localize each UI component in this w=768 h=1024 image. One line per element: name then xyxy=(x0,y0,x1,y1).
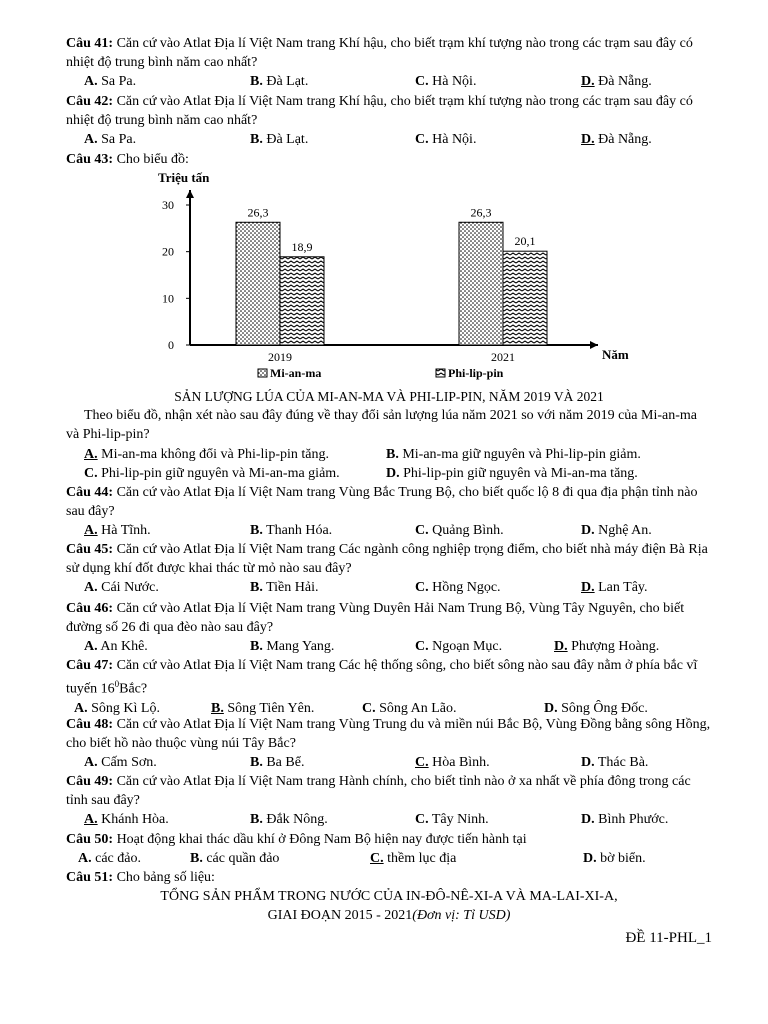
question-number: Câu 50: xyxy=(66,832,114,847)
option-c[interactable]: C. Hà Nội. xyxy=(415,74,477,89)
option-c[interactable]: C. Hồng Ngọc. xyxy=(415,580,501,595)
option-b[interactable]: B. Mang Yang. xyxy=(250,639,335,654)
question-49-stem xyxy=(66,772,712,810)
option-b[interactable]: B. Mi-an-ma giữ nguyên và Phi-lip-pin giảm. xyxy=(386,447,641,462)
question-41-options xyxy=(66,72,712,91)
question-number: Câu 41: xyxy=(66,36,114,51)
legend-swatch xyxy=(258,369,267,377)
option-b[interactable]: B. Thanh Hóa. xyxy=(250,523,333,538)
option-b[interactable]: B. Sông Tiên Yên. xyxy=(211,700,315,716)
option-c[interactable]: C. Hà Nội. xyxy=(415,132,477,147)
question-number: Câu 47: xyxy=(66,658,114,673)
question-number: Câu 42: xyxy=(66,94,114,109)
question-text: Hoạt động khai thác dầu khí ở Đông Nam Bộ hiện nay được tiến hành tại xyxy=(116,832,527,847)
option-d[interactable]: D. Lan Tây. xyxy=(581,580,648,595)
option-a[interactable]: A. Sông Kì Lộ. xyxy=(74,700,160,716)
option-a[interactable]: A. Hà Tĩnh. xyxy=(84,523,151,538)
y-tick-label: 0 xyxy=(168,338,174,352)
option-d[interactable]: D. Phi-lip-pin giữ nguyên và Mi-an-ma tăng. xyxy=(386,466,638,481)
option-c[interactable]: C. Quảng Bình. xyxy=(415,523,504,538)
data-label: 26,3 xyxy=(247,205,269,220)
question-47 xyxy=(66,656,712,718)
question-42 xyxy=(66,92,712,149)
question-43-intro xyxy=(66,150,712,169)
legend-label: Mi-an-ma xyxy=(270,366,322,380)
legend-swatch xyxy=(436,369,445,377)
question-47-stem: Câu 47: Căn cứ vào Atlat Địa lí Việt Nam trang Các hệ thống sông, cho biết sông nào sau đây nằm ở phía bắc vĩ tuyến $16^0Bắc$? xyxy=(66,658,698,697)
question-number: Câu 44: xyxy=(66,485,114,500)
bar-mi-an-ma-2021 xyxy=(459,222,503,345)
question-intro: Cho biểu đồ: xyxy=(116,152,189,167)
question-number: Câu 43: xyxy=(66,152,114,167)
option-c[interactable]: C. Tây Ninh. xyxy=(415,812,489,827)
question-51 xyxy=(66,868,712,887)
option-a[interactable]: A. Cái Nước. xyxy=(84,580,159,595)
exam-code: ĐỀ 11-PHL_1 xyxy=(625,930,712,946)
bar-phi-lip-pin-2021 xyxy=(503,251,547,345)
question-50 xyxy=(66,830,712,868)
option-a[interactable]: A. Khánh Hòa. xyxy=(84,812,169,827)
y-tick-label: 20 xyxy=(162,244,174,259)
option-b[interactable]: B. Tiền Hải. xyxy=(250,580,319,595)
option-d[interactable]: D. Phượng Hoàng. xyxy=(554,639,660,654)
question-number: Câu 51: xyxy=(66,870,114,885)
question-42-options xyxy=(66,130,712,149)
question-text: Căn cứ vào Atlat Địa lí Việt Nam trang Vùng Bắc Trung Bộ, cho biết quốc lộ 8 đi qua địa phận tỉnh nào sau đây? xyxy=(66,485,698,519)
option-d[interactable]: D. Nghệ An. xyxy=(581,523,652,538)
x-tick-label: 2021 xyxy=(491,350,515,364)
option-a[interactable]: A. An Khê. xyxy=(84,639,148,654)
option-a[interactable]: A. các đảo. xyxy=(78,851,141,866)
question-43-options xyxy=(66,445,712,483)
data-label: 20,1 xyxy=(514,234,536,249)
option-d[interactable]: D. Thác Bà. xyxy=(581,755,649,770)
data-label: 18,9 xyxy=(291,239,313,254)
table-title-line-2: GIAI ĐOẠN 2015 - 2021(Đơn vị: Tỉ USD) xyxy=(267,908,511,923)
question-text: Căn cứ vào Atlat Địa lí Việt Nam trang Khí hậu, cho biết trạm khí tượng nào trong các trạm sau đây có nhiệt độ trung bình năm cao nhất? xyxy=(66,36,693,70)
question-text: Căn cứ vào Atlat Địa lí Việt Nam trang Các ngành công nghiệp trọng điểm, cho biết nhà máy điện Bà Rịa sử dụng khí đốt được khai thác từ mỏ nào sau đây? xyxy=(66,542,708,576)
data-label: 26,3 xyxy=(470,205,492,220)
question-45 xyxy=(66,540,712,597)
question-50-stem xyxy=(66,830,712,849)
question-number: Câu 48: xyxy=(66,717,114,732)
option-d[interactable]: D. Sông Ông Đốc. xyxy=(544,700,648,716)
question-text: Căn cứ vào Atlat Địa lí Việt Nam trang Khí hậu, cho biết trạm khí tượng nào trong các trạm sau đây có nhiệt độ trung bình năm cao nhất? xyxy=(66,94,693,128)
option-c[interactable]: C. Phi-lip-pin giữ nguyên và Mi-an-ma giảm. xyxy=(84,466,340,481)
option-c[interactable]: C. thềm lục địa xyxy=(370,851,457,866)
x-tick-label: 2019 xyxy=(268,350,292,364)
table-title xyxy=(66,887,712,925)
question-text: Căn cứ vào Atlat Địa lí Việt Nam trang Các hệ thống sông, cho biết sông nào sau đây nằm ở phía bắc vĩ tuyến 16 xyxy=(66,658,698,697)
bar-chart xyxy=(150,168,650,388)
option-d[interactable]: D. Đà Nẵng. xyxy=(581,132,652,147)
question-text: Căn cứ vào Atlat Địa lí Việt Nam trang Hành chính, cho biết tỉnh nào ở xa nhất về phía đông trong các tỉnh sau đây? xyxy=(66,774,691,808)
question-45-stem xyxy=(66,540,712,578)
question-number: Câu 49: xyxy=(66,774,114,789)
bar-mi-an-ma-2019 xyxy=(236,222,280,345)
y-tick-label: 10 xyxy=(162,291,174,306)
question-46-stem xyxy=(66,599,712,637)
question-text: Căn cứ vào Atlat Địa lí Việt Nam trang Vùng Trung du và miền núi Bắc Bộ, Vùng Đồng bằng sông Hồng, cho biết hồ nào thuộc vùng núi Tây Bắc? xyxy=(66,717,711,751)
question-46 xyxy=(66,599,712,656)
question-text: Căn cứ vào Atlat Địa lí Việt Nam trang Vùng Duyên Hải Nam Trung Bộ, Vùng Tây Nguyên, cho biết đường số 26 đi qua đèo nào sau đây? xyxy=(66,601,685,635)
option-d[interactable]: D. Đà Nẵng. xyxy=(581,74,652,89)
option-b[interactable]: B. Đắk Nông. xyxy=(250,812,328,827)
question-49 xyxy=(66,772,712,829)
option-b[interactable]: B. Ba Bể. xyxy=(250,755,305,770)
question-number: Câu 45: xyxy=(66,542,114,557)
option-c[interactable]: C. Hòa Bình. xyxy=(415,755,490,770)
option-d[interactable]: D. bờ biển. xyxy=(583,851,646,866)
option-b[interactable]: B. Đà Lạt. xyxy=(250,132,309,147)
option-a[interactable]: A. Cấm Sơn. xyxy=(84,755,157,770)
bar-phi-lip-pin-2019 xyxy=(280,257,324,345)
table-title-line-1: TỔNG SẢN PHẨM TRONG NƯỚC CỦA IN-ĐÔ-NÊ-XI-A VÀ MA-LAI-XI-A, xyxy=(160,889,618,904)
question-48-stem xyxy=(66,715,712,753)
x-axis-arrow xyxy=(590,341,598,349)
y-axis-label: Triệu tấn xyxy=(158,170,210,185)
question-43-stem: Theo biểu đồ, nhận xét nào sau đây đúng về thay đổi sản lượng lúa năm 2021 so với năm 2019 của Mi-an-ma và Phi-lip-pin? xyxy=(66,408,697,442)
question-number: Câu 46: xyxy=(66,601,114,616)
question-intro: Cho bảng số liệu: xyxy=(116,870,215,885)
table-unit: (Đơn vị: Tỉ USD) xyxy=(412,908,511,923)
question-41-stem xyxy=(66,34,712,72)
legend-label: Phi-lip-pin xyxy=(448,366,504,380)
y-axis-arrow xyxy=(186,190,194,198)
y-tick-label: 30 xyxy=(162,198,174,212)
option-c[interactable]: C. Sông An Lão. xyxy=(362,700,457,716)
question-44 xyxy=(66,483,712,540)
option-c[interactable]: C. Ngoạn Mục. xyxy=(415,639,503,654)
option-a[interactable]: A. Mi-an-ma không đổi và Phi-lip-pin tăng. xyxy=(84,447,329,462)
question-44-stem xyxy=(66,483,712,521)
option-b[interactable]: B. Đà Lạt. xyxy=(250,74,309,89)
question-48 xyxy=(66,715,712,772)
option-a[interactable]: A. Sa Pa. xyxy=(84,74,137,89)
question-41 xyxy=(66,34,712,91)
option-a[interactable]: A. Sa Pa. xyxy=(84,132,137,147)
option-b[interactable]: B. các quần đảo xyxy=(190,851,280,866)
chart-caption: SẢN LƯỢNG LÚA CỦA MI-AN-MA VÀ PHI-LIP-PIN, NĂM 2019 VÀ 2021 xyxy=(174,389,604,404)
x-axis-label: Năm xyxy=(602,347,629,362)
question-42-stem xyxy=(66,92,712,130)
degree-superscript: 0 xyxy=(114,679,120,689)
option-d[interactable]: D. Bình Phước. xyxy=(581,812,669,827)
